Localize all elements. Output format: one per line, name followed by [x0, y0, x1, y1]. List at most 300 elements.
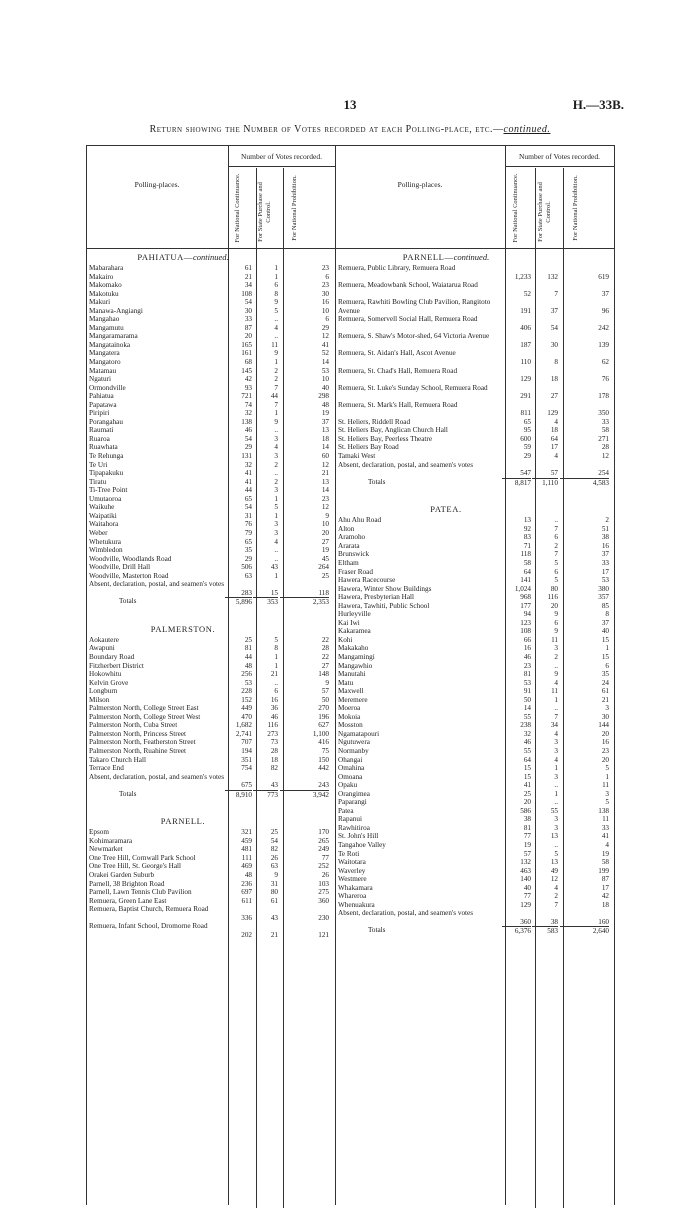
- national-continuance-votes: 463: [520, 866, 531, 875]
- table-row: [86, 443, 335, 452]
- national-prohibition-votes: 144: [598, 721, 609, 730]
- polling-place-name: Milson: [89, 695, 110, 704]
- polling-place-name: Takaro Church Hall: [89, 755, 146, 764]
- table-row: [86, 653, 335, 662]
- state-purchase-votes: 12: [550, 875, 558, 884]
- table-row: [86, 572, 335, 581]
- national-prohibition-votes: 357: [598, 593, 609, 602]
- national-prohibition-votes: 2: [605, 516, 609, 525]
- polling-place-name: Remuera, Infant School, Dromorne Road: [89, 922, 208, 931]
- polling-place-name: Ngamatapouri: [338, 729, 380, 738]
- national-prohibition-votes: 20: [601, 755, 609, 764]
- state-purchase-votes: 82: [270, 764, 278, 773]
- national-prohibition-votes: 271: [598, 434, 609, 443]
- national-prohibition-votes: 37: [321, 417, 329, 426]
- national-prohibition-votes: 18: [321, 434, 329, 443]
- state-purchase-votes: 44: [270, 392, 278, 401]
- state-purchase-votes: 4: [274, 443, 278, 452]
- table-row: [335, 559, 614, 568]
- national-continuance-votes: 675: [241, 781, 252, 790]
- national-prohibition-votes: 40: [321, 383, 329, 392]
- national-continuance-votes: 547: [520, 469, 531, 478]
- state-purchase-votes: 43: [270, 563, 278, 572]
- polling-place-name: Awapuni: [89, 644, 115, 653]
- state-purchase-votes: 5: [274, 503, 278, 512]
- national-continuance-votes: 53: [244, 678, 252, 687]
- national-prohibition-votes: 19: [321, 409, 329, 418]
- polling-place-name: Paparangi: [338, 798, 367, 807]
- national-prohibition-votes: 37: [601, 618, 609, 627]
- state-purchase-votes: 13: [550, 832, 558, 841]
- table-row: [86, 358, 335, 367]
- table-row: [335, 764, 614, 773]
- polling-place-name: Aramoho: [338, 533, 366, 542]
- polling-place-name: Maxwell: [338, 687, 364, 696]
- section-heading: [335, 502, 531, 516]
- polling-place-name: Wharerоа: [338, 892, 367, 901]
- table-row: [335, 653, 614, 662]
- national-continuance-votes: 32: [244, 460, 252, 469]
- table-row: [335, 824, 614, 833]
- state-purchase-votes: 583: [532, 926, 558, 936]
- polling-place-name: St. Heliers Bay, Peerless Theatre: [338, 434, 433, 443]
- table-row: [86, 738, 335, 747]
- national-prohibition-votes: 350: [598, 409, 609, 418]
- table-row: [335, 461, 614, 478]
- national-prohibition-votes: 12: [321, 460, 329, 469]
- national-continuance-votes: 76: [244, 520, 252, 529]
- national-prohibition-votes: 5: [605, 798, 609, 807]
- state-purchase-votes: 3: [554, 644, 558, 653]
- totals-row: [335, 478, 614, 487]
- left-col1-header: For National Continuance.: [234, 173, 241, 243]
- national-prohibition-votes: 150: [318, 755, 329, 764]
- totals-label: Totals: [119, 597, 137, 606]
- national-continuance-votes: 132: [520, 858, 531, 867]
- polling-place-name: Remuera, Meadowbank School, Waiatarua Road: [338, 281, 478, 290]
- table-row: [86, 307, 335, 316]
- state-purchase-votes: ..: [274, 426, 278, 435]
- national-continuance-votes: 64: [523, 755, 531, 764]
- national-prohibition-votes: 12: [601, 452, 609, 461]
- state-purchase-votes: 5: [554, 849, 558, 858]
- totals-label: Totals: [368, 477, 386, 486]
- table-row: [86, 662, 335, 671]
- national-continuance-votes: 611: [241, 896, 252, 905]
- table-row: [86, 922, 335, 939]
- state-purchase-votes: ..: [554, 661, 558, 670]
- national-prohibition-votes: 17: [601, 883, 609, 892]
- table-row: [86, 880, 335, 889]
- national-prohibition-votes: 62: [601, 358, 609, 367]
- polling-place-name: St. Heliers, Riddell Road: [338, 417, 411, 426]
- state-purchase-votes: 4: [554, 883, 558, 892]
- table-row: [335, 619, 614, 628]
- section-heading-label: PARNELL.: [160, 816, 206, 827]
- table-row: [335, 550, 614, 559]
- polling-place-name: Absent, declaration, postal, and seamen's votes: [89, 580, 225, 589]
- national-prohibition-votes: 22: [321, 652, 329, 661]
- state-purchase-votes: 132: [547, 272, 558, 281]
- state-purchase-votes: 3: [274, 486, 278, 495]
- section-spacer: [86, 606, 335, 622]
- polling-place-name: Waitotara: [338, 858, 366, 867]
- state-purchase-votes: 4: [274, 537, 278, 546]
- polling-place-name: Mosston: [338, 721, 363, 730]
- state-purchase-votes: 3: [274, 528, 278, 537]
- national-prohibition-votes: 42: [601, 892, 609, 901]
- national-continuance-votes: 449: [241, 704, 252, 713]
- polling-place-name: Manawa-Angiangi: [89, 306, 143, 315]
- polling-place-name: Brunswick: [338, 550, 370, 559]
- national-prohibition-votes: 41: [321, 340, 329, 349]
- polling-place-name: Tiratu: [89, 477, 107, 486]
- national-prohibition-votes: 1: [605, 772, 609, 781]
- national-prohibition-votes: 30: [601, 712, 609, 721]
- totals-row: [86, 597, 335, 606]
- table-row: [86, 862, 335, 871]
- state-purchase-votes: 11: [271, 340, 278, 349]
- national-prohibition-votes: 58: [601, 426, 609, 435]
- table-row: [335, 443, 614, 452]
- national-prohibition-votes: 243: [318, 781, 329, 790]
- national-continuance-votes: 968: [520, 593, 531, 602]
- national-continuance-votes: 29: [244, 443, 252, 452]
- table-row: [86, 478, 335, 487]
- national-continuance-votes: 48: [244, 661, 252, 670]
- totals-row: [335, 926, 614, 935]
- state-purchase-votes: 37: [550, 306, 558, 315]
- table-row: [86, 324, 335, 333]
- state-purchase-votes: 9: [554, 670, 558, 679]
- table-row: [335, 798, 614, 807]
- national-prohibition-votes: 8: [605, 610, 609, 619]
- state-purchase-votes: 116: [267, 721, 278, 730]
- table-row: [335, 909, 614, 926]
- state-purchase-votes: 55: [550, 806, 558, 815]
- polling-place-name: Opaku: [338, 781, 358, 790]
- state-purchase-votes: 1: [274, 358, 278, 367]
- national-prohibition-votes: 138: [598, 806, 609, 815]
- state-purchase-votes: 1: [274, 652, 278, 661]
- polling-place-name: One Tree Hill, Cornwall Park School: [89, 853, 196, 862]
- national-continuance-votes: 44: [244, 652, 252, 661]
- national-continuance-votes: 351: [241, 755, 252, 764]
- national-prohibition-votes: 627: [318, 721, 329, 730]
- table-row: [86, 401, 335, 410]
- polling-place-name: Parnell, 38 Brighton Road: [89, 879, 165, 888]
- polling-place-name: Ruawhata: [89, 443, 118, 452]
- national-continuance-votes: 65: [244, 494, 252, 503]
- national-continuance-votes: 5,896: [225, 597, 252, 607]
- national-prohibition-votes: 196: [318, 712, 329, 721]
- section-heading-label: PARNELL—: [402, 252, 454, 262]
- table-row: [335, 593, 614, 602]
- polling-place-name: Omoana: [338, 772, 363, 781]
- state-purchase-votes: 3: [554, 823, 558, 832]
- table-row: [86, 854, 335, 863]
- table-row: [86, 563, 335, 572]
- national-continuance-votes: 46: [523, 652, 531, 661]
- polling-place-name: Normanby: [338, 746, 369, 755]
- national-continuance-votes: 586: [520, 806, 531, 815]
- table-row: [335, 281, 614, 298]
- table-row: [335, 367, 614, 384]
- national-prohibition-votes: 230: [318, 913, 329, 922]
- state-purchase-votes: 8: [274, 289, 278, 298]
- state-purchase-votes: 129: [547, 409, 558, 418]
- national-prohibition-votes: 298: [318, 392, 329, 401]
- table-row: [86, 367, 335, 376]
- table-row: [335, 687, 614, 696]
- polling-place-name: Mangamingi: [338, 652, 375, 661]
- national-continuance-votes: 336: [241, 913, 252, 922]
- state-purchase-votes: ..: [274, 546, 278, 555]
- state-purchase-votes: 9: [554, 627, 558, 636]
- table-row: [86, 897, 335, 906]
- left-group-header: Number of Votes recorded.: [241, 152, 322, 161]
- national-continuance-votes: 707: [241, 738, 252, 747]
- left-col3-header: For National Prohibition.: [291, 175, 298, 241]
- national-prohibition-votes: 2,640: [560, 926, 609, 936]
- polling-place-name: One Tree Hill, St. George's Hall: [89, 862, 181, 871]
- polling-place-name: Tamaki West: [338, 452, 376, 461]
- table-row: [86, 332, 335, 341]
- table-row: [335, 858, 614, 867]
- polling-place-name: Ruaroa: [89, 434, 110, 443]
- table-row: [86, 341, 335, 350]
- polling-place-name: Patea: [338, 806, 354, 815]
- national-continuance-votes: 58: [523, 558, 531, 567]
- table-row: [335, 850, 614, 859]
- state-purchase-votes: 7: [274, 400, 278, 409]
- right-col1-header: For National Continuance.: [512, 173, 519, 243]
- table-row: [86, 644, 335, 653]
- state-purchase-votes: 16: [270, 695, 278, 704]
- polling-place-name: Remuera, S. Shaw's Motor-shed, 64 Victoria Avenue: [338, 332, 490, 341]
- national-continuance-votes: 71: [523, 541, 531, 550]
- document-reference: H.—33B.: [572, 97, 624, 112]
- national-prohibition-votes: 21: [321, 469, 329, 478]
- table-row: [335, 875, 614, 884]
- national-prohibition-votes: 6: [605, 661, 609, 670]
- totals-label: Totals: [368, 926, 386, 935]
- table-title: [0, 124, 700, 135]
- polling-place-name: Manutahi: [338, 670, 366, 679]
- national-continuance-votes: 161: [241, 349, 252, 358]
- national-prohibition-votes: 14: [321, 443, 329, 452]
- polling-place-name: Remuera, Rawhiti Bowling Club Pavilion, Rangitoto Avenue: [338, 298, 491, 315]
- polling-place-name: Palmerston North, College Street West: [89, 712, 201, 721]
- polling-place-name: Kohimaramara: [89, 836, 133, 845]
- national-continuance-votes: 236: [241, 879, 252, 888]
- state-purchase-votes: 1: [274, 511, 278, 520]
- national-prohibition-votes: 14: [321, 358, 329, 367]
- table-row: [335, 662, 614, 671]
- national-continuance-votes: 23: [523, 661, 531, 670]
- national-continuance-votes: 697: [241, 888, 252, 897]
- state-purchase-votes: 43: [270, 913, 278, 922]
- table-row: [86, 486, 335, 495]
- polling-place-name: Remuera, Baptist Church, Remuera Road: [89, 905, 209, 914]
- national-continuance-votes: 19: [523, 841, 531, 849]
- state-purchase-votes: 9: [274, 417, 278, 426]
- table-row: [335, 696, 614, 705]
- table-row: [335, 332, 614, 349]
- table-row: [335, 884, 614, 893]
- section-heading-label: PATEA.: [430, 504, 462, 515]
- table-row: [335, 315, 614, 332]
- national-continuance-votes: 79: [244, 528, 252, 537]
- national-prohibition-votes: 29: [321, 323, 329, 332]
- national-continuance-votes: 91: [523, 687, 531, 696]
- table-row: [86, 495, 335, 504]
- national-continuance-votes: 15: [523, 764, 531, 773]
- table-row: [335, 901, 614, 910]
- national-prohibition-votes: 360: [318, 896, 329, 905]
- polling-place-name: Waverley: [338, 866, 366, 875]
- national-continuance-votes: 165: [241, 340, 252, 349]
- state-purchase-votes: 1: [274, 272, 278, 281]
- national-prohibition-votes: 3,942: [280, 790, 329, 800]
- state-purchase-votes: ..: [274, 469, 278, 478]
- national-prohibition-votes: 160: [598, 917, 609, 926]
- table-row: [86, 538, 335, 547]
- national-prohibition-votes: 2,353: [280, 597, 329, 607]
- section-heading: [86, 814, 254, 828]
- state-purchase-votes: 80: [550, 584, 558, 593]
- polling-place-name: Kai Iwi: [338, 618, 360, 627]
- national-continuance-votes: 2,741: [235, 729, 252, 738]
- national-continuance-votes: 177: [520, 601, 531, 610]
- polling-place-name: Orangimea: [338, 789, 370, 798]
- national-prohibition-votes: 416: [318, 738, 329, 747]
- national-continuance-votes: 187: [520, 340, 531, 349]
- national-continuance-votes: 123: [520, 618, 531, 627]
- national-prohibition-votes: 28: [321, 644, 329, 653]
- national-continuance-votes: 48: [244, 871, 252, 879]
- state-purchase-votes: ..: [554, 798, 558, 807]
- national-continuance-votes: 131: [241, 452, 252, 461]
- state-purchase-votes: 18: [550, 426, 558, 435]
- state-purchase-votes: 8: [274, 644, 278, 653]
- state-purchase-votes: 1: [274, 661, 278, 670]
- national-prohibition-votes: 619: [598, 272, 609, 281]
- table-top-rule: [86, 145, 614, 146]
- state-purchase-votes: 1,110: [532, 478, 558, 488]
- state-purchase-votes: 38: [550, 917, 558, 926]
- table-row: [86, 418, 335, 427]
- state-purchase-votes: 1: [274, 409, 278, 418]
- national-continuance-votes: 470: [241, 712, 252, 721]
- polling-place-name: Palmerston North, Cuba Street: [89, 721, 178, 730]
- national-continuance-votes: 34: [244, 281, 252, 290]
- national-prohibition-votes: 10: [321, 306, 329, 315]
- state-purchase-votes: 43: [270, 781, 278, 790]
- table-row: [335, 349, 614, 366]
- table-row: [86, 452, 335, 461]
- polling-place-name: St. Heliers Bay Road: [338, 443, 399, 452]
- polling-place-name: Absent, declaration, postal, and seamen's votes: [338, 909, 474, 918]
- polling-place-name: Absent, declaration, postal, and seamen's votes: [89, 772, 225, 781]
- state-purchase-votes: 57: [550, 469, 558, 478]
- polling-place-name: Palmerston North, Princess Street: [89, 729, 187, 738]
- table-row: [335, 384, 614, 401]
- state-purchase-votes: 9: [274, 871, 278, 879]
- table-row: [335, 867, 614, 876]
- state-purchase-votes: 4: [274, 323, 278, 332]
- table-row: [335, 790, 614, 799]
- national-continuance-votes: 145: [241, 366, 252, 375]
- national-prohibition-votes: 3: [605, 789, 609, 798]
- polling-place-name: Te Uri: [89, 460, 108, 469]
- table-row: [335, 627, 614, 636]
- table-row: [86, 426, 335, 435]
- national-continuance-votes: 92: [523, 524, 531, 533]
- polling-place-name: Mangatera: [89, 349, 120, 358]
- national-continuance-votes: 600: [520, 434, 531, 443]
- polling-place-name: Ti-Tree Point: [89, 486, 128, 495]
- state-purchase-votes: 64: [550, 434, 558, 443]
- polling-place-name: Ararata: [338, 541, 360, 550]
- polling-place-name: Kohi: [338, 635, 353, 644]
- polling-place-name: Makairo: [89, 272, 114, 281]
- table-row: [86, 871, 335, 880]
- polling-place-name: Whenuakura: [338, 900, 375, 909]
- state-purchase-votes: 353: [253, 597, 278, 607]
- national-continuance-votes: 32: [523, 729, 531, 738]
- national-prohibition-votes: 27: [321, 661, 329, 670]
- national-continuance-votes: 25: [523, 789, 531, 798]
- national-continuance-votes: 29: [523, 452, 531, 461]
- polling-place-name: Remuera, St. Luke's Sunday School, Remuera Road: [338, 383, 488, 392]
- national-continuance-votes: 81: [523, 823, 531, 832]
- polling-place-name: Papatawa: [89, 400, 117, 409]
- national-continuance-votes: 21: [244, 272, 252, 281]
- national-continuance-votes: 46: [523, 738, 531, 747]
- national-prohibition-votes: 1,100: [312, 729, 329, 738]
- national-continuance-votes: 54: [244, 434, 252, 443]
- national-continuance-votes: 41: [244, 469, 252, 478]
- table-row: [86, 529, 335, 538]
- polling-place-name: Hurleyville: [338, 610, 371, 619]
- national-prohibition-votes: 199: [598, 866, 609, 875]
- table-row: [86, 409, 335, 418]
- polling-place-name: Whetukura: [89, 537, 121, 546]
- national-prohibition-votes: 249: [318, 845, 329, 854]
- national-continuance-votes: 1,682: [235, 721, 252, 730]
- national-prohibition-votes: 25: [321, 571, 329, 580]
- national-prohibition-votes: 27: [321, 537, 329, 546]
- polling-place-name: Parnell, Lawn Tennis Club Pavilion: [89, 888, 192, 897]
- table-row: [86, 512, 335, 521]
- national-continuance-votes: 459: [241, 836, 252, 845]
- polling-place-name: Palmerston North, Featherston Street: [89, 738, 196, 747]
- section-spacer: [86, 798, 335, 814]
- national-prohibition-votes: 38: [601, 533, 609, 542]
- state-purchase-votes: 21: [270, 670, 278, 679]
- national-continuance-votes: 138: [241, 417, 252, 426]
- national-prohibition-votes: 41: [601, 832, 609, 841]
- national-prohibition-votes: 87: [601, 875, 609, 884]
- polling-place-name: Hawera Racecourse: [338, 576, 396, 585]
- state-purchase-votes: 4: [554, 678, 558, 687]
- state-purchase-votes: 9: [274, 349, 278, 358]
- polling-place-name: Makuri: [89, 298, 111, 307]
- national-prohibition-votes: 23: [321, 264, 329, 272]
- national-prohibition-votes: 61: [601, 687, 609, 696]
- table-row: [86, 290, 335, 299]
